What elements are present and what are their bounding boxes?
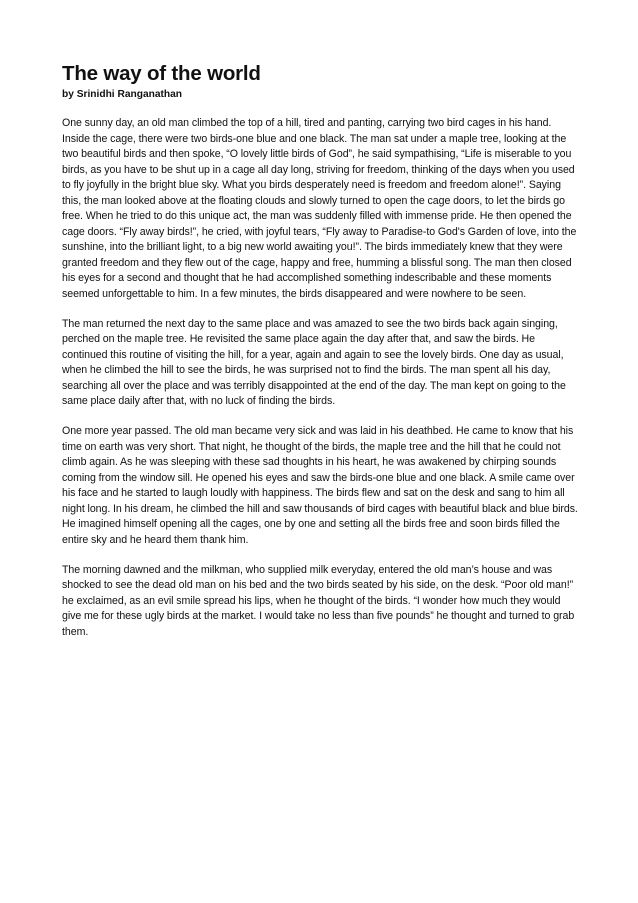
paragraph-2: The man returned the next day to the same place and was amazed to see the two birds back again singing, perched on the maple tree. He revisited the same place again the day after that, and saw the birds. He continued this routine of visiting the hill, for a year, again and again to see the lovely birds. One day as usual, when he climbed the hill to see the birds, he was surprised not to find the birds. The man spent all his day, searching all over the place and was terribly disappointed at the end of the day. The man kept on going to the same place daily after that, with no luck of finding the birds.	[62, 317, 566, 407]
author-byline: by Srinidhi Ranganathan	[62, 89, 182, 100]
story-body	[62, 116, 580, 640]
document-page	[62, 62, 580, 655]
document-title: The way of the world	[62, 62, 261, 85]
paragraph-3: One more year passed. The old man became very sick and was laid in his deathbed. He came to know that his time on earth was very short. That night, he thought of the birds, the maple tree and the hill that he could not climb again. As he was sleeping with these sad thoughts in his heart, he was awakened by chirping sounds coming from the window sill. He opened his eyes and saw the birds-one blue and one black. A smile came over his face and he started to laugh loudly with happiness. The birds flew and sat on the desk and sang to him all night long. In his dream, he climbed the hill and saw thousands of bird cages with beautiful black and blue birds. He imagined himself opening all the cages, one by one and setting all the birds free and soon birds filled the entire sky and he heard them thank him.	[62, 425, 578, 546]
paragraph-1: One sunny day, an old man climbed the top of a hill, tired and panting, carrying two bird cages in his hand. Inside the cage, there were two birds-one blue and one black. The man sat under a maple tree, looking at the two beautiful birds and then spoke, “O lovely little birds of God”, he said sympathising, “Life is miserable to you birds, as you have to be shut up in a cage all day long, striving for freedom, thinking of the days when you used to fly joyfully in the bright blue sky. What you birds desperately need is freedom and freedom alone!”. Saying this, the man looked above at the floating clouds and slowly turned to open the cage doors, to let the birds go free. When he tried to do this unique act, the man was suddenly filled with immense pride. He then opened the cage doors. “Fly away birds!”, he cried, with joyful tears, “Fly away to Paradise-to God's Garden of love, into the sunshine, into the brilliant light, to a big new world awaiting you!”. The birds immediately knew that they were granted freedom and they flew out of the cage, happy and free, humming a blissful song. The man then closed his eyes for a second and thought that he had accomplished something indescribable and these moments seemed unforgettable to him. In a few minutes, the birds disappeared and were nowhere to be seen.	[62, 117, 577, 300]
paragraph-4: The morning dawned and the milkman, who supplied milk everyday, entered the old man’s house and was shocked to see the dead old man on his bed and the two birds seated by his side, on the desk. “Poor old man!” he exclaimed, as an evil smile spread his lips, when he thought of the birds. “I wonder how much they would give me for these ugly birds at the market. I would take no less than five pounds” he thought and turned to grab them.	[62, 563, 575, 638]
